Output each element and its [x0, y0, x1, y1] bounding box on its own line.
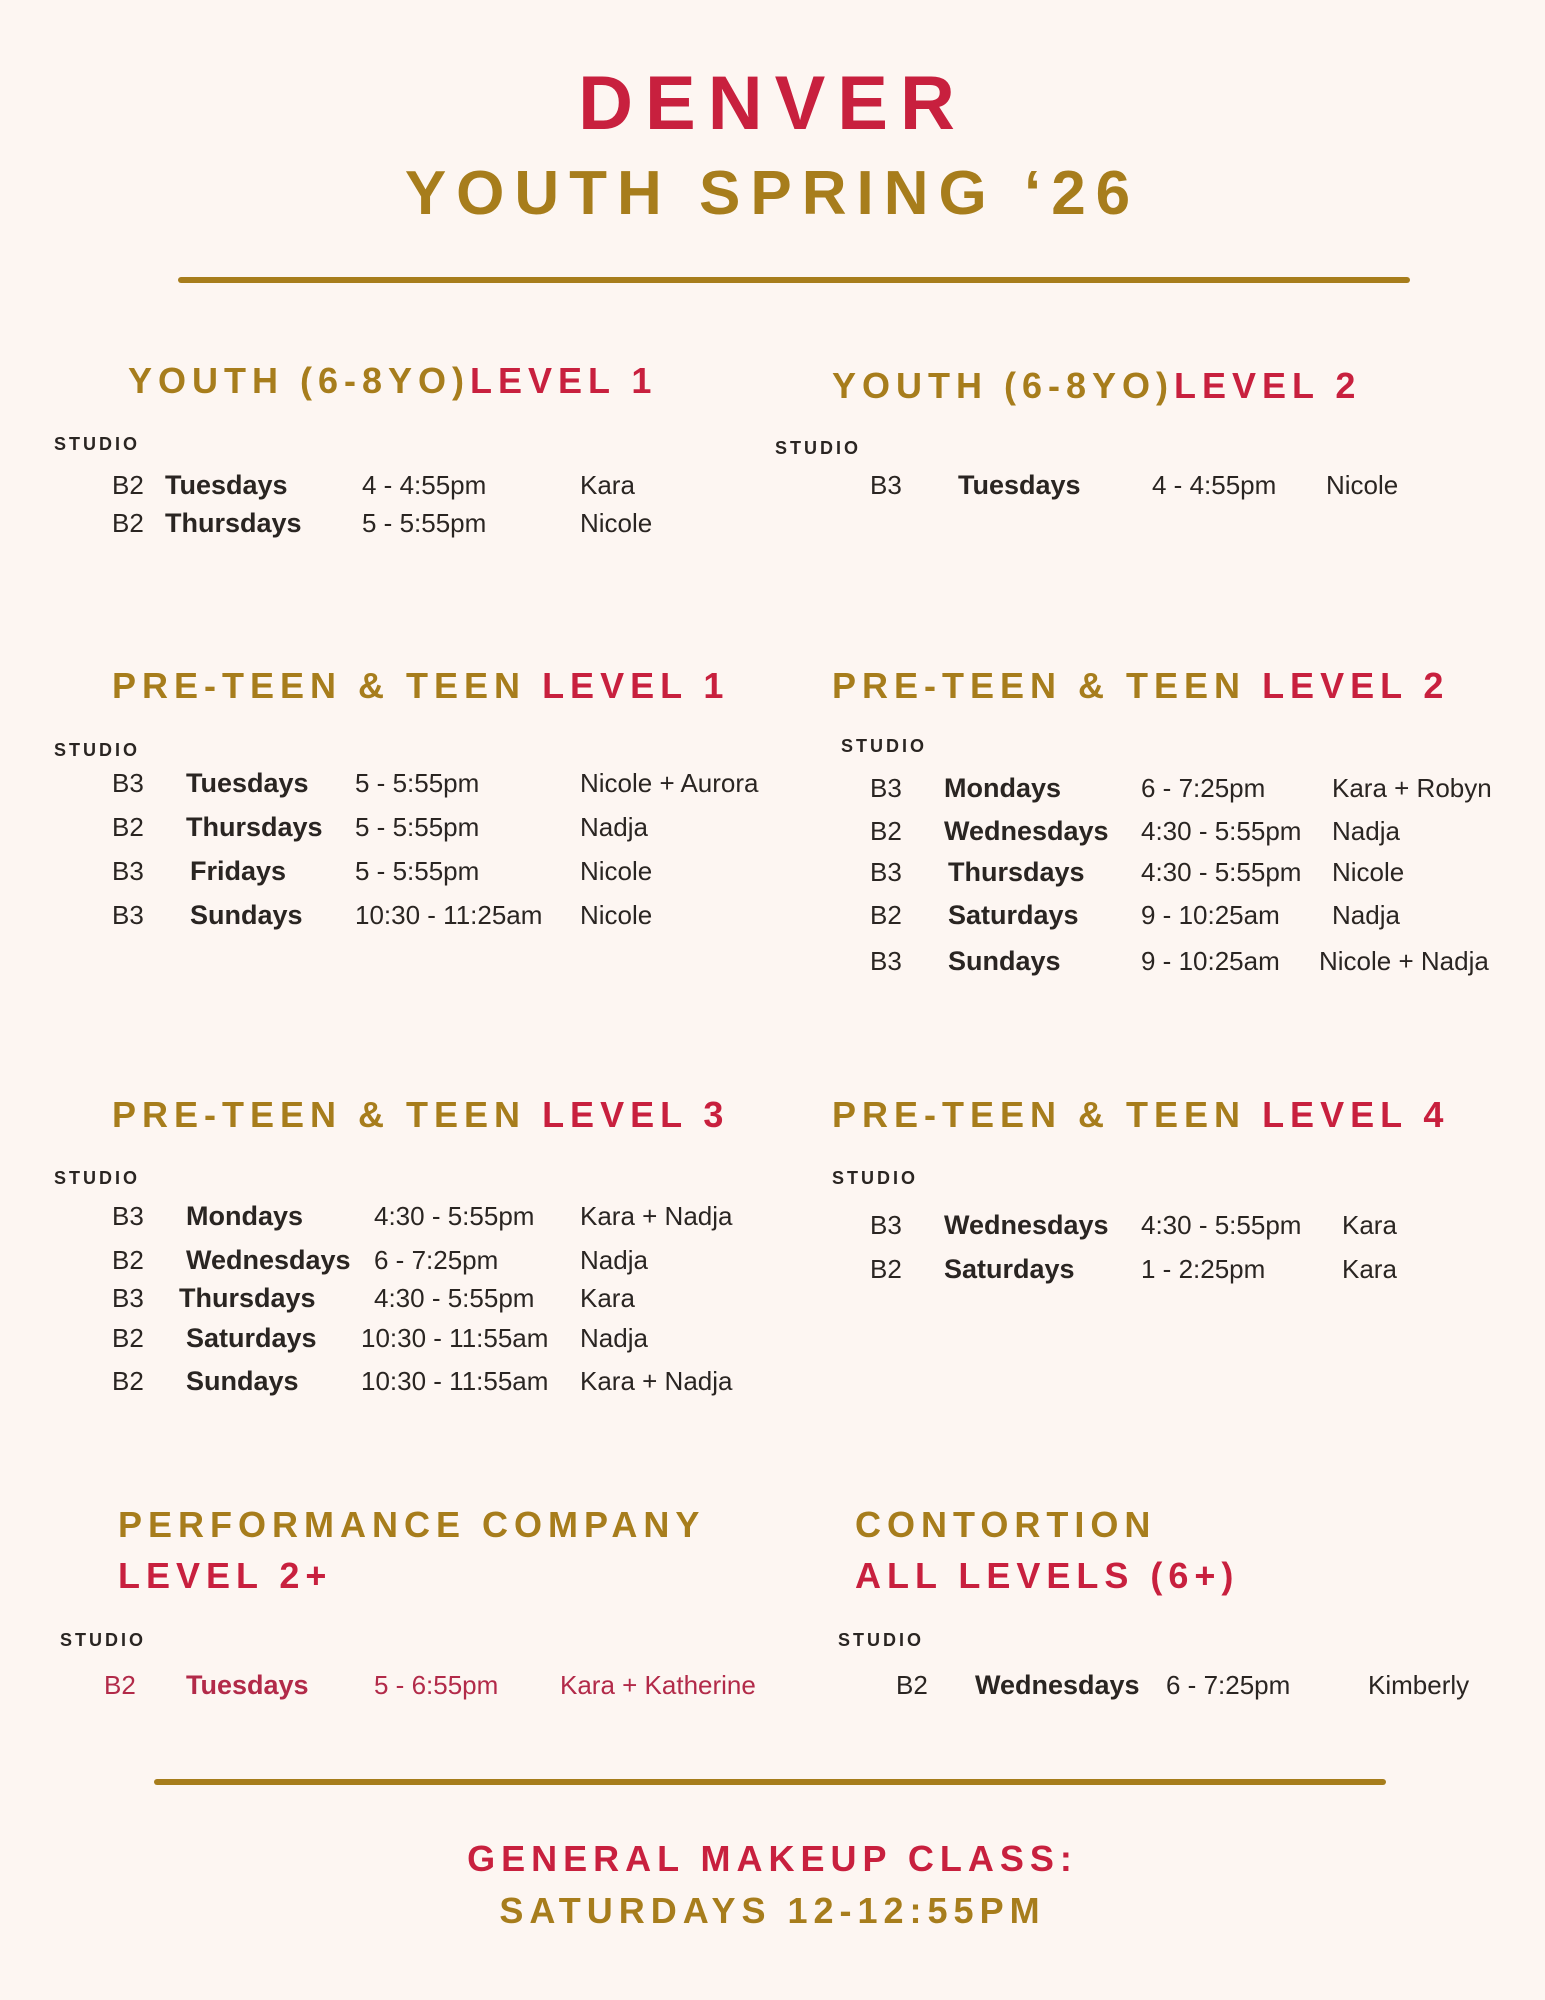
studio-cell: B3 [112, 768, 144, 798]
studio-cell: B3 [870, 857, 902, 887]
studio-label: STUDIO [832, 1168, 919, 1188]
studio-label: STUDIO [54, 740, 141, 760]
day-cell: Tuesdays [165, 470, 288, 500]
heading-label: PRE-TEEN & TEEN [112, 1094, 527, 1135]
time-cell: 10:30 - 11:25am [355, 900, 543, 930]
heading-label: YOUTH (6-8YO) [128, 360, 471, 401]
studio-cell: B3 [870, 946, 902, 976]
day-cell: Thursdays [165, 508, 302, 538]
instructor-cell: Nadja [580, 812, 648, 842]
day-cell: Mondays [186, 1201, 304, 1231]
studio-cell: B2 [870, 816, 902, 846]
instructor-cell: Kara [1342, 1210, 1397, 1240]
time-cell: 4:30 - 5:55pm [374, 1283, 535, 1313]
instructor-cell: Nadja [1332, 900, 1400, 930]
time-cell: 1 - 2:25pm [1141, 1254, 1266, 1284]
instructor-cell: Kara [1342, 1254, 1397, 1284]
studio-label: STUDIO [54, 434, 141, 454]
studio-cell: B2 [112, 1323, 144, 1353]
studio-cell: B2 [112, 812, 144, 842]
day-cell: Sundays [190, 900, 303, 930]
page-subtitle: YOUTH SPRING ‘26 [404, 159, 1141, 228]
instructor-cell: Nadja [1332, 816, 1400, 846]
instructor-cell: Kara [580, 1283, 635, 1313]
time-cell: 4:30 - 5:55pm [1141, 1210, 1302, 1240]
instructor-cell: Kara + Nadja [580, 1366, 733, 1396]
heading-label: YOUTH (6-8YO) [832, 365, 1175, 406]
time-cell: 5 - 5:55pm [355, 812, 480, 842]
instructor-cell: Nicole [580, 900, 653, 930]
day-cell: Wednesdays [975, 1670, 1140, 1700]
heading-label: PRE-TEEN & TEEN [832, 1094, 1247, 1135]
studio-label: STUDIO [841, 736, 928, 756]
instructor-cell: Nadja [580, 1245, 648, 1275]
studio-label: STUDIO [775, 438, 862, 458]
section-heading: CONTORTION [855, 1504, 1157, 1545]
studio-cell: B2 [112, 470, 144, 500]
studio-cell: B2 [870, 900, 902, 930]
time-cell: 9 - 10:25am [1141, 900, 1280, 930]
time-cell: 10:30 - 11:55am [361, 1366, 549, 1396]
day-cell: Fridays [190, 856, 287, 886]
studio-cell: B3 [112, 900, 144, 930]
studio-label: STUDIO [838, 1630, 925, 1650]
instructor-cell: Nicole + Aurora [580, 768, 759, 798]
bottom-divider [154, 1779, 1386, 1785]
section-heading-level: ALL LEVELS (6+) [855, 1555, 1240, 1596]
studio-cell: B3 [112, 1283, 144, 1313]
section-heading: PERFORMANCE COMPANY [118, 1504, 706, 1545]
instructor-cell: Nicole [1332, 857, 1405, 887]
studio-cell: B2 [870, 1254, 902, 1284]
studio-cell: B2 [112, 508, 144, 538]
instructor-cell: Kimberly [1368, 1670, 1470, 1700]
heading-label: PRE-TEEN & TEEN [112, 665, 527, 706]
time-cell: 4:30 - 5:55pm [374, 1201, 535, 1231]
day-cell: Tuesdays [186, 768, 309, 798]
heading-level: LEVEL 1 [542, 665, 730, 706]
studio-cell: B3 [870, 470, 902, 500]
day-cell: Tuesdays [186, 1670, 309, 1700]
instructor-cell: Nadja [580, 1323, 648, 1353]
heading-label: PRE-TEEN & TEEN [832, 665, 1247, 706]
table-row [0, 1668, 1545, 1702]
studio-cell: B2 [112, 1366, 144, 1396]
heading-level: LEVEL 2 [1174, 365, 1362, 406]
time-cell: 6 - 7:25pm [1141, 773, 1266, 803]
studio-cell: B2 [104, 1670, 136, 1700]
time-cell: 5 - 5:55pm [355, 856, 480, 886]
instructor-cell: Nicole [580, 856, 653, 886]
time-cell: 5 - 5:55pm [355, 768, 480, 798]
time-cell: 4 - 4:55pm [362, 470, 487, 500]
day-cell: Wednesdays [944, 1210, 1109, 1240]
heading-level: LEVEL 1 [470, 360, 658, 401]
instructor-cell: Kara + Katherine [560, 1670, 756, 1700]
time-cell: 10:30 - 11:55am [361, 1323, 549, 1353]
studio-cell: B2 [896, 1670, 928, 1700]
heading-level: LEVEL 2 [1262, 665, 1450, 706]
page-title: DENVER [578, 61, 967, 146]
heading-level: LEVEL 4 [1262, 1094, 1450, 1135]
heading-level: LEVEL 3 [542, 1094, 730, 1135]
studio-label: STUDIO [60, 1630, 147, 1650]
instructor-cell: Kara + Robyn [1332, 773, 1492, 803]
day-cell: Thursdays [186, 812, 323, 842]
studio-cell: B3 [112, 856, 144, 886]
section-heading-level: LEVEL 2+ [118, 1555, 333, 1596]
instructor-cell: Nicole + Nadja [1319, 946, 1489, 976]
day-cell: Sundays [186, 1366, 299, 1396]
day-cell: Saturdays [944, 1254, 1075, 1284]
studio-cell: B2 [112, 1245, 144, 1275]
day-cell: Wednesdays [186, 1245, 351, 1275]
day-cell: Mondays [944, 773, 1062, 803]
instructor-cell: Nicole [580, 508, 653, 538]
time-cell: 9 - 10:25am [1141, 946, 1280, 976]
day-cell: Tuesdays [958, 470, 1081, 500]
time-cell: 5 - 5:55pm [362, 508, 487, 538]
time-cell: 5 - 6:55pm [374, 1670, 499, 1700]
day-cell: Thursdays [179, 1283, 316, 1313]
day-cell: Sundays [948, 946, 1061, 976]
makeup-class-time: SATURDAYS 12-12:55PM [499, 1890, 1046, 1931]
time-cell: 4:30 - 5:55pm [1141, 857, 1302, 887]
time-cell: 6 - 7:25pm [374, 1245, 499, 1275]
time-cell: 6 - 7:25pm [1166, 1670, 1291, 1700]
day-cell: Wednesdays [944, 816, 1109, 846]
instructor-cell: Nicole [1326, 470, 1399, 500]
time-cell: 4 - 4:55pm [1152, 470, 1277, 500]
studio-cell: B3 [112, 1201, 144, 1231]
time-cell: 4:30 - 5:55pm [1141, 816, 1302, 846]
instructor-cell: Kara + Nadja [580, 1201, 733, 1231]
studio-cell: B3 [870, 773, 902, 803]
day-cell: Saturdays [186, 1323, 317, 1353]
studio-label: STUDIO [54, 1168, 141, 1188]
day-cell: Saturdays [948, 900, 1079, 930]
studio-cell: B3 [870, 1210, 902, 1240]
instructor-cell: Kara [580, 470, 635, 500]
day-cell: Thursdays [948, 857, 1085, 887]
makeup-class-title: GENERAL MAKEUP CLASS: [467, 1838, 1078, 1879]
